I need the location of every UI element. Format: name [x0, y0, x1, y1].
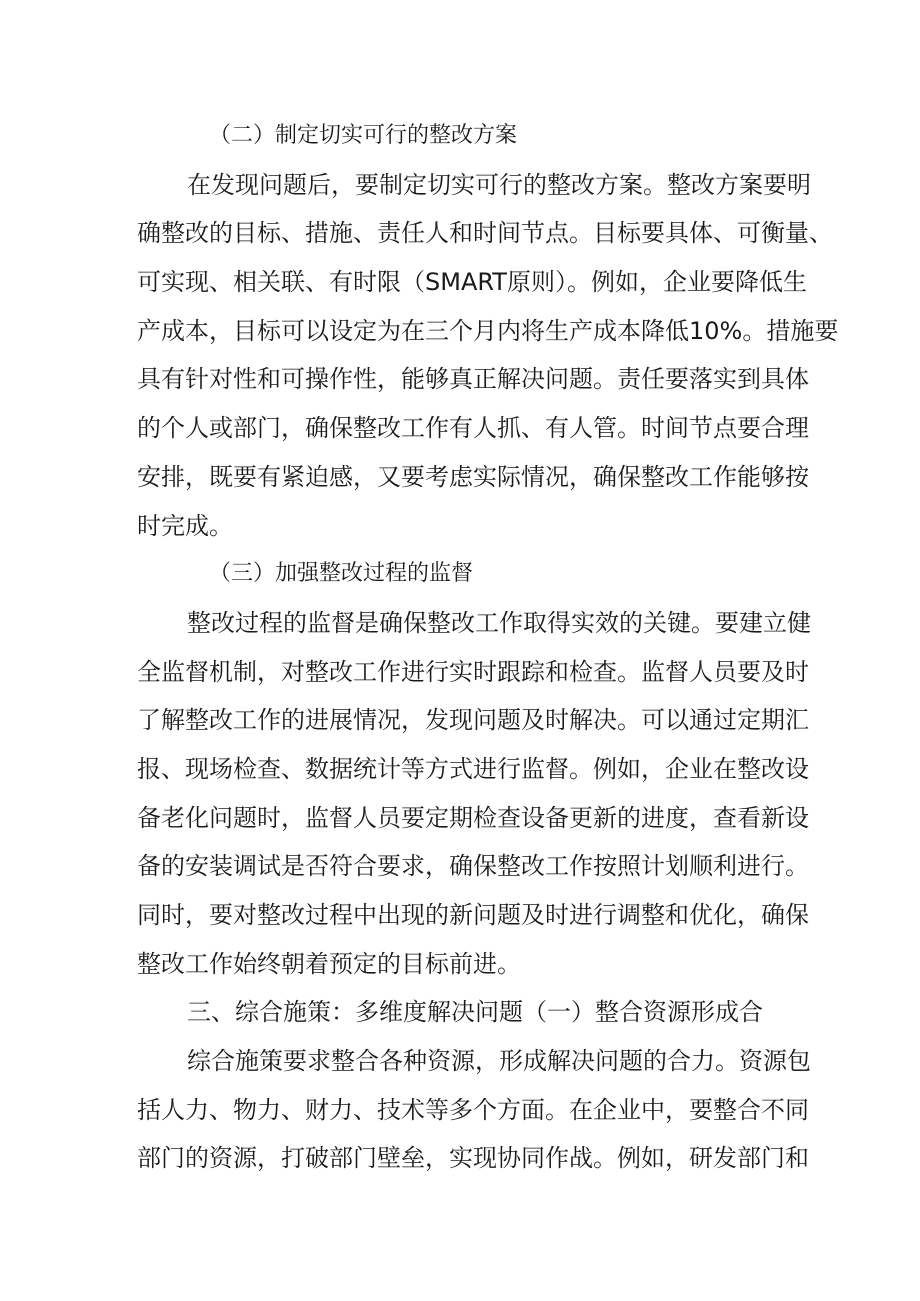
paragraph [137, 1037, 811, 1183]
paragraph-line: 可实现、相关联、有时限（SMART原则）。例如，企业要降低生 [137, 268, 807, 297]
paragraph-line: 安排，既要有紧迫感，又要考虑实际情况，确保整改工作能够按 [137, 462, 809, 491]
subsection-heading: （二）制定切实可行的整改方案 [209, 123, 518, 148]
subsection-heading: （三）加强整改过程的监督 [209, 561, 474, 587]
paragraph-line: 括人力、物力、财力、技术等多个方面。在企业中，要整合不同 [137, 1095, 809, 1124]
paragraph-line: 确整改的目标、措施、责任人和时间节点。目标要具体、可衡量、 [137, 219, 833, 248]
paragraph-line: 部门的资源，打破部门壁垒，实现协同作战。例如，研发部门和 [137, 1144, 809, 1173]
paragraph-line: 报、现场检查、数据统计等方式进行监督。例如，企业在整改设 [137, 754, 809, 783]
paragraph-line: 全监督机制，对整改工作进行实时跟踪和检查。监督人员要及时 [137, 657, 809, 686]
paragraph-line: 同时，要对整改过程中出现的新问题及时进行调整和优化，确保 [137, 901, 809, 929]
paragraph-line: 具有针对性和可操作性，能够真正解决问题。责任要落实到具体 [137, 365, 809, 394]
paragraph-line: 备的安装调试是否符合要求，确保整改工作按照计划顺利进行。 [137, 852, 809, 881]
paragraph-line: 了解整改工作的进展情况，发现问题及时解决。可以通过定期汇 [137, 706, 809, 735]
paragraph-line: 在发现问题后，要制定切实可行的整改方案。整改方案要明 [187, 170, 811, 199]
section-heading: 三、综合施策：多维度解决问题（一）整合资源形成合 [187, 998, 763, 1027]
document-body [137, 112, 839, 1183]
paragraph-line: 产成本，目标可以设定为在三个月内将生产成本降低10%。措施要 [137, 316, 839, 345]
paragraph-line: 备老化问题时，监督人员要定期检查设备更新的进度，查看新设 [137, 803, 809, 832]
paragraph-line: 整改工作始终朝着预定的目标前进。 [137, 949, 521, 978]
paragraph-line: 时完成。 [137, 511, 233, 540]
paragraph [137, 161, 839, 551]
paragraph-line: 综合施策要求整合各种资源，形成解决问题的合力。资源包 [187, 1047, 811, 1076]
paragraph-line: 整改过程的监督是确保整改工作取得实效的关键。要建立健 [187, 608, 811, 637]
paragraph-line: 的个人或部门，确保整改工作有人抓、有人管。时间节点要合理 [137, 414, 809, 443]
paragraph [137, 599, 811, 989]
